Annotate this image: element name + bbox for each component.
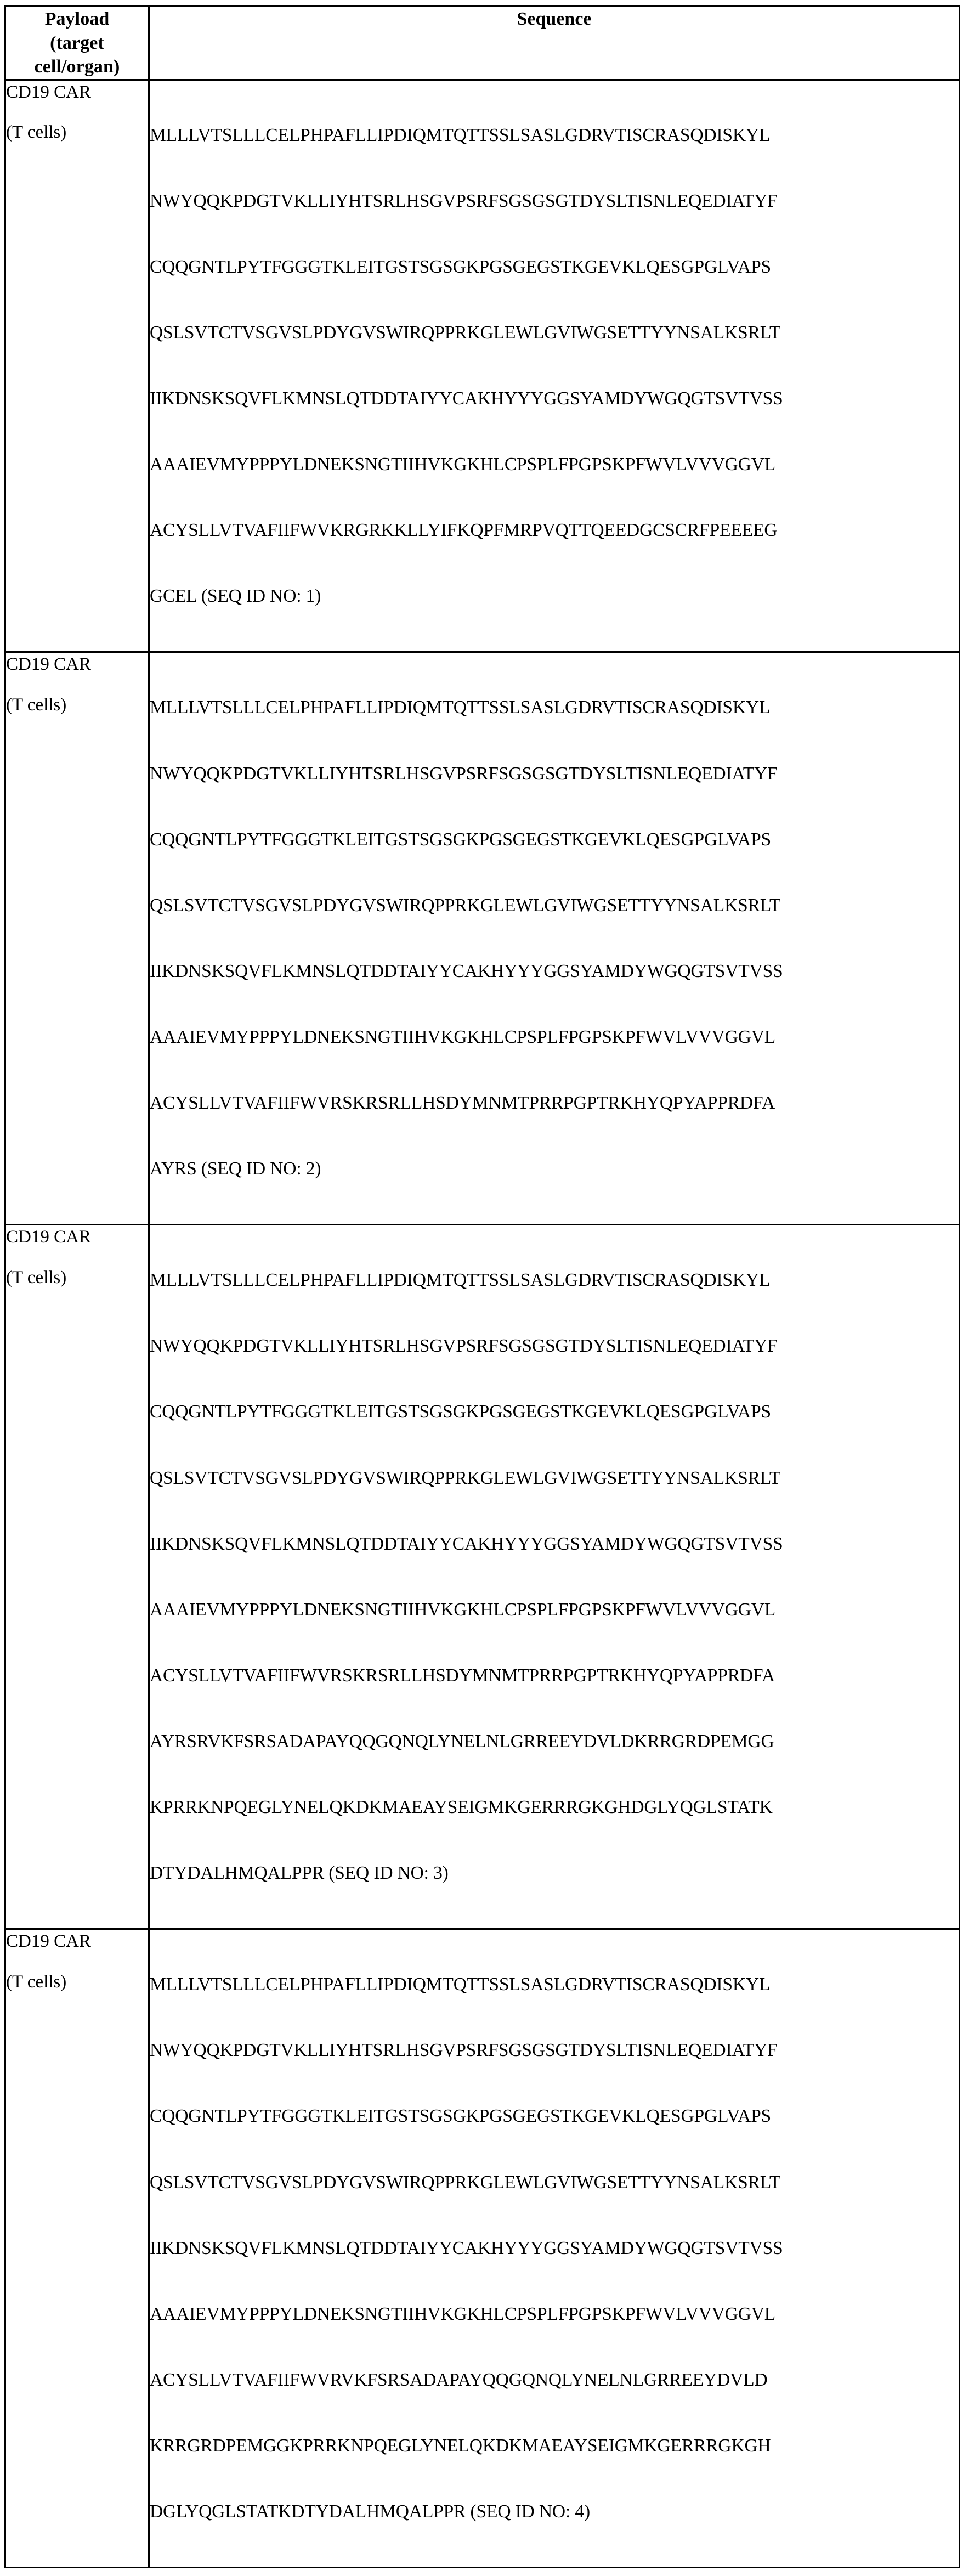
sequence-line: IIKDNSKSQVFLKMNSLQTDDTAIYYCAKHYYYGGSYAMDYWGQGTSVTVSS bbox=[150, 2238, 783, 2258]
sequence-line: QSLSVTCTVSGVSLPDYGVSWIRQPPRKGLEWLGVIWGSETTYYNSALKSRLT bbox=[150, 322, 781, 343]
sequence-line: ACYSLLVTVAFIIFWVRSKRSRLLHSDYMNMTPRRPGPTRKHYQPYAPPRDFA bbox=[150, 1665, 775, 1686]
payload-cell bbox=[5, 652, 149, 1225]
payload-cell bbox=[5, 1225, 149, 1929]
sequence-line: NWYQQKPDGTVKLLIYHTSRLHSGVPSRFSGSGSGTDYSLTISNLEQEDIATYF bbox=[150, 1336, 778, 1357]
sequence-line: IIKDNSKSQVFLKMNSLQTDDTAIYYCAKHYYYGGSYAMDYWGQGTSVTVSS bbox=[150, 961, 783, 981]
column-header-sequence: Sequence bbox=[149, 7, 960, 80]
sequence-line: IIKDNSKSQVFLKMNSLQTDDTAIYYCAKHYYYGGSYAMDYWGQGTSVTVSS bbox=[150, 1533, 783, 1554]
sequence-line: QSLSVTCTVSGVSLPDYGVSWIRQPPRKGLEWLGVIWGSETTYYNSALKSRLT bbox=[150, 895, 781, 916]
table-body bbox=[5, 80, 960, 2568]
table-header bbox=[5, 7, 960, 80]
sequence-line: NWYQQKPDGTVKLLIYHTSRLHSGVPSRFSGSGSGTDYSLTISNLEQEDIATYF bbox=[150, 2040, 778, 2061]
sequence-line: ACYSLLVTVAFIIFWVRSKRSRLLHSDYMNMTPRRPGPTRKHYQPYAPPRDFA bbox=[150, 1092, 775, 1113]
sequence-cell bbox=[149, 1929, 960, 2568]
sequence-line: AAAIEVMYPPPYLDNEKSNGTIIHVKGKHLCPSPLFPGPSKPFWVLVVVGGVL bbox=[150, 454, 776, 475]
sequence-line-with-seq-id: AYRS (SEQ ID NO: 2) bbox=[150, 1159, 321, 1179]
sequence-text bbox=[150, 653, 959, 1224]
column-header-payload-line-2: (target bbox=[50, 32, 104, 53]
sequence-line-with-seq-id: DGLYQGLSTATKDTYDALHMQALPPR (SEQ ID NO: 4) bbox=[150, 2501, 590, 2522]
sequence-line: NWYQQKPDGTVKLLIYHTSRLHSGVPSRFSGSGSGTDYSLTISNLEQEDIATYF bbox=[150, 190, 778, 211]
sequence-cell bbox=[149, 80, 960, 652]
payload-cell bbox=[5, 1929, 149, 2568]
table-row bbox=[5, 652, 960, 1225]
sequence-line: MLLLVTSLLLCELPHPAFLLIPDIQMTQTTSSLSASLGDRVTISCRASQDISKYL bbox=[150, 1974, 771, 1995]
sequence-line: AAAIEVMYPPPYLDNEKSNGTIIHVKGKHLCPSPLFPGPSKPFWVLVVVGGVL bbox=[150, 1026, 776, 1047]
payload-name: CD19 CAR bbox=[6, 82, 91, 102]
sequence-line: CQQGNTLPYTFGGGTKLEITGSTSGSGKPGSGEGSTKGEVKLQESGPGLVAPS bbox=[150, 829, 772, 850]
table-row bbox=[5, 1225, 960, 1929]
payload-name: CD19 CAR bbox=[6, 1931, 91, 1952]
sequence-line: QSLSVTCTVSGVSLPDYGVSWIRQPPRKGLEWLGVIWGSETTYYNSALKSRLT bbox=[150, 1467, 781, 1488]
payload-name: CD19 CAR bbox=[6, 654, 91, 675]
payload-target: (T cells) bbox=[6, 694, 67, 715]
column-header-payload-line-1: Payload bbox=[44, 9, 110, 29]
table-row bbox=[5, 1929, 960, 2568]
sequence-line-with-seq-id: GCEL (SEQ ID NO: 1) bbox=[150, 586, 321, 607]
sequence-line: QSLSVTCTVSGVSLPDYGVSWIRQPPRKGLEWLGVIWGSETTYYNSALKSRLT bbox=[150, 2172, 781, 2193]
sequence-line: NWYQQKPDGTVKLLIYHTSRLHSGVPSRFSGSGSGTDYSLTISNLEQEDIATYF bbox=[150, 763, 778, 784]
sequence-line: IIKDNSKSQVFLKMNSLQTDDTAIYYCAKHYYYGGSYAMDYWGQGTSVTVSS bbox=[150, 388, 783, 409]
sequence-cell bbox=[149, 1225, 960, 1929]
sequence-text bbox=[150, 81, 959, 652]
sequence-line: KRRGRDPEMGGKPRRKNPQEGLYNELQKDKMAEAYSEIGMKGERRRGKGH bbox=[150, 2435, 771, 2456]
sequence-line: AAAIEVMYPPPYLDNEKSNGTIIHVKGKHLCPSPLFPGPSKPFWVLVVVGGVL bbox=[150, 2303, 776, 2324]
payload-name: CD19 CAR bbox=[6, 1227, 91, 1247]
sequence-line: CQQGNTLPYTFGGGTKLEITGSTSGSGKPGSGEGSTKGEVKLQESGPGLVAPS bbox=[150, 1402, 772, 1422]
column-header-payload-line-3: cell/organ) bbox=[34, 57, 120, 77]
payload-target: (T cells) bbox=[6, 1971, 67, 1992]
sequence-table bbox=[4, 5, 960, 2568]
column-header-payload bbox=[5, 7, 149, 80]
sequence-line: KPRRKNPQEGLYNELQKDKMAEAYSEIGMKGERRRGKGHDGLYQGLSTATK bbox=[150, 1797, 773, 1817]
sequence-line: CQQGNTLPYTFGGGTKLEITGSTSGSGKPGSGEGSTKGEVKLQESGPGLVAPS bbox=[150, 2106, 772, 2127]
table-row bbox=[5, 80, 960, 652]
payload-cell bbox=[5, 80, 149, 652]
sequence-text bbox=[150, 1225, 959, 1928]
sequence-line: MLLLVTSLLLCELPHPAFLLIPDIQMTQTTSSLSASLGDRVTISCRASQDISKYL bbox=[150, 125, 771, 145]
sequence-line: AYRSRVKFSRSADAPAYQQGQNQLYNELNLGRREEYDVLDKRRGRDPEMGG bbox=[150, 1731, 774, 1752]
sequence-line: CQQGNTLPYTFGGGTKLEITGSTSGSGKPGSGEGSTKGEVKLQESGPGLVAPS bbox=[150, 256, 772, 277]
header-row bbox=[5, 7, 960, 80]
payload-target: (T cells) bbox=[6, 1267, 67, 1287]
sequence-line: MLLLVTSLLLCELPHPAFLLIPDIQMTQTTSSLSASLGDRVTISCRASQDISKYL bbox=[150, 1270, 771, 1291]
payload-target: (T cells) bbox=[6, 122, 67, 143]
sequence-line: MLLLVTSLLLCELPHPAFLLIPDIQMTQTTSSLSASLGDRVTISCRASQDISKYL bbox=[150, 697, 771, 718]
sequence-line: ACYSLLVTVAFIIFWVKRGRKKLLYIFKQPFMRPVQTTQEEDGCSCRFPEEEEG bbox=[150, 520, 778, 541]
sequence-cell bbox=[149, 652, 960, 1225]
sequence-line: ACYSLLVTVAFIIFWVRVKFSRSADAPAYQQGQNQLYNELNLGRREEYDVLD bbox=[150, 2369, 768, 2390]
sequence-text bbox=[150, 1930, 959, 2567]
sequence-line-with-seq-id: DTYDALHMQALPPR (SEQ ID NO: 3) bbox=[150, 1863, 449, 1884]
sequence-line: AAAIEVMYPPPYLDNEKSNGTIIHVKGKHLCPSPLFPGPSKPFWVLVVVGGVL bbox=[150, 1599, 776, 1620]
